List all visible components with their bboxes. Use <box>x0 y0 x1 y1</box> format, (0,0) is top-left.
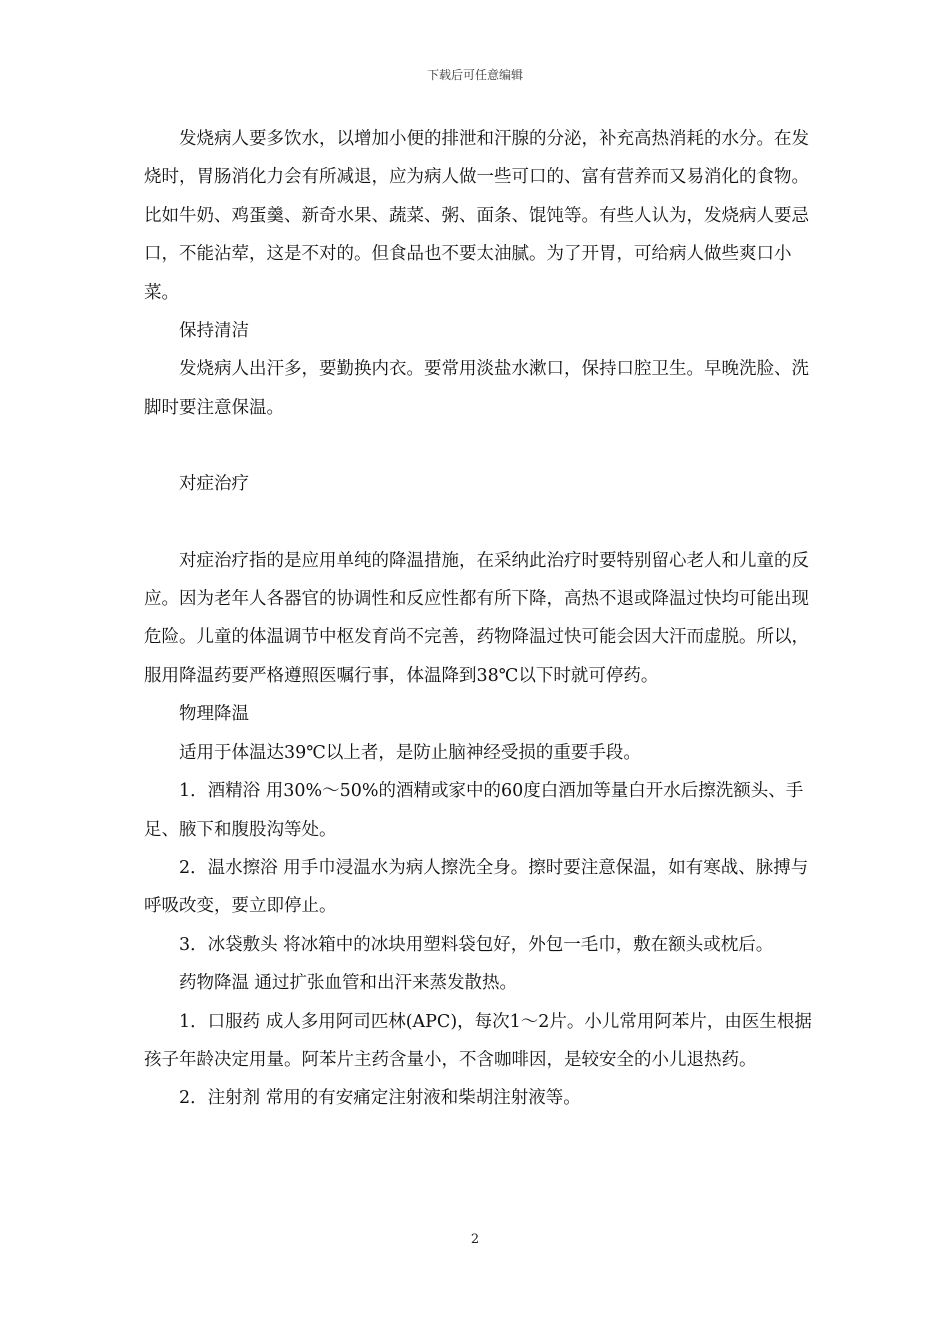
list-item-warm-water-bath: 2．温水擦浴 用手巾浸温水为病人擦洗全身。擦时要注意保温，如有寒战、脉搏与呼吸改变，要立即停止。 <box>144 857 809 917</box>
paragraph-symptomatic-treatment: 对症治疗指的是应用单纯的降温措施，在采纳此治疗时要特别留心老人和儿童的反应。因为老年人各器官的协调性和反应性都有所下降，高热不退或降温过快均可能出现危险。儿童的体温调节中枢发育尚不完善，药物降温过快可能会因大汗而虚脱。所以，服用降温药要严格遵照医嘱行事，体温降到38℃以下时就可停药。 <box>144 550 809 686</box>
heading-physical-cooling: 物理降温 <box>179 704 249 725</box>
page-header: 下载后可任意编辑 <box>426 68 523 82</box>
spacer <box>144 427 824 465</box>
list-item-ice-pack: 3．冰袋敷头 将冰箱中的冰块用塑料袋包好，外包一毛巾，敷在额头或枕后。 <box>179 934 774 955</box>
paragraph-drug-cooling: 药物降温 通过扩张血管和出汗来蒸发散热。 <box>179 973 518 994</box>
page-number: 2 <box>470 1232 480 1247</box>
document-body <box>144 120 824 1118</box>
list-item-alcohol-bath: 1．酒精浴 用30%～50%的酒精或家中的60度白酒加等量白开水后擦洗额头、手足、腋下和腹股沟等处。 <box>144 781 804 840</box>
paragraph-physical-cooling-intro: 适用于体温达39℃以上者，是防止脑神经受损的重要手段。 <box>179 742 641 763</box>
paragraph-fever-diet: 发烧病人要多饮水，以增加小便的排泄和汗腺的分泌，补充高热消耗的水分。在发烧时，胃肠消化力会有所减退，应为病人做一些可口的、富有营养而又易消化的食物。比如牛奶、鸡蛋羹、新奇水果、蔬菜、粥、面条、馄饨等。有些人认为，发烧病人要忌口，不能沾荤，这是不对的。但食品也不要太油腻。为了开胃，可给病人做些爽口小菜。 <box>144 129 809 303</box>
list-item-oral-drug: 1．口服药 成人多用阿司匹林(APC)，每次1～2片。小儿常用阿苯片，由医生根据孩子年龄决定用量。阿苯片主药含量小，不含咖啡因，是较安全的小儿退热药。 <box>144 1011 812 1070</box>
heading-symptomatic-treatment: 对症治疗 <box>179 474 249 495</box>
paragraph-keep-clean: 发烧病人出汗多，要勤换内衣。要常用淡盐水漱口，保持口腔卫生。早晚洗脸、洗脚时要注意保温。 <box>144 359 809 418</box>
list-item-injection: 2．注射剂 常用的有安痛定注射液和柴胡注射液等。 <box>179 1088 581 1109</box>
spacer <box>144 504 824 542</box>
heading-keep-clean: 保持清洁 <box>179 321 249 342</box>
